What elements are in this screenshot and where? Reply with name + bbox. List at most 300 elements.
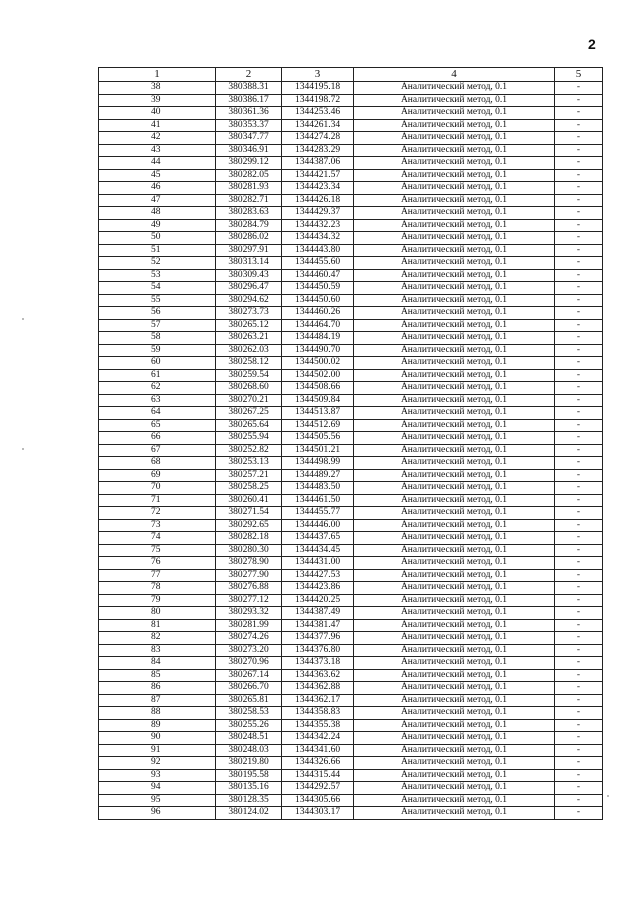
x-coordinate-cell: 380265.12 bbox=[216, 319, 282, 332]
header-col-2: 2 bbox=[216, 68, 282, 82]
y-coordinate-cell: 1344501.21 bbox=[282, 444, 354, 457]
x-coordinate-cell: 380281.99 bbox=[216, 619, 282, 632]
x-coordinate-cell: 380277.90 bbox=[216, 569, 282, 582]
table-row bbox=[99, 694, 603, 707]
note-cell: - bbox=[555, 132, 603, 145]
y-coordinate-cell: 1344261.34 bbox=[282, 119, 354, 132]
note-cell: - bbox=[555, 507, 603, 520]
method-cell: Аналитический метод, 0.1 bbox=[354, 394, 555, 407]
y-coordinate-cell: 1344342.24 bbox=[282, 732, 354, 745]
method-cell: Аналитический метод, 0.1 bbox=[354, 644, 555, 657]
table-row bbox=[99, 169, 603, 182]
y-coordinate-cell: 1344195.18 bbox=[282, 82, 354, 95]
point-number-cell: 80 bbox=[99, 607, 216, 620]
y-coordinate-cell: 1344420.25 bbox=[282, 594, 354, 607]
method-cell: Аналитический метод, 0.1 bbox=[354, 407, 555, 420]
table-row bbox=[99, 319, 603, 332]
y-coordinate-cell: 1344358.83 bbox=[282, 707, 354, 720]
y-coordinate-cell: 1344460.47 bbox=[282, 269, 354, 282]
table-row bbox=[99, 269, 603, 282]
scan-speck bbox=[22, 448, 24, 450]
method-cell: Аналитический метод, 0.1 bbox=[354, 794, 555, 807]
point-number-cell: 91 bbox=[99, 744, 216, 757]
note-cell: - bbox=[555, 394, 603, 407]
method-cell: Аналитический метод, 0.1 bbox=[354, 569, 555, 582]
note-cell: - bbox=[555, 107, 603, 120]
point-number-cell: 52 bbox=[99, 257, 216, 270]
y-coordinate-cell: 1344198.72 bbox=[282, 94, 354, 107]
point-number-cell: 95 bbox=[99, 794, 216, 807]
x-coordinate-cell: 380273.73 bbox=[216, 307, 282, 320]
table-row bbox=[99, 294, 603, 307]
x-coordinate-cell: 380282.18 bbox=[216, 532, 282, 545]
note-cell: - bbox=[555, 782, 603, 795]
table-row bbox=[99, 682, 603, 695]
note-cell: - bbox=[555, 494, 603, 507]
y-coordinate-cell: 1344513.87 bbox=[282, 407, 354, 420]
method-cell: Аналитический метод, 0.1 bbox=[354, 357, 555, 370]
y-coordinate-cell: 1344421.57 bbox=[282, 169, 354, 182]
method-cell: Аналитический метод, 0.1 bbox=[354, 732, 555, 745]
point-number-cell: 40 bbox=[99, 107, 216, 120]
point-number-cell: 93 bbox=[99, 769, 216, 782]
table-row bbox=[99, 669, 603, 682]
note-cell: - bbox=[555, 157, 603, 170]
table-row bbox=[99, 557, 603, 570]
method-cell: Аналитический метод, 0.1 bbox=[354, 519, 555, 532]
method-cell: Аналитический метод, 0.1 bbox=[354, 694, 555, 707]
x-coordinate-cell: 380267.14 bbox=[216, 669, 282, 682]
note-cell: - bbox=[555, 794, 603, 807]
note-cell: - bbox=[555, 219, 603, 232]
method-cell: Аналитический метод, 0.1 bbox=[354, 594, 555, 607]
point-number-cell: 85 bbox=[99, 669, 216, 682]
point-number-cell: 64 bbox=[99, 407, 216, 420]
method-cell: Аналитический метод, 0.1 bbox=[354, 582, 555, 595]
point-number-cell: 38 bbox=[99, 82, 216, 95]
note-cell: - bbox=[555, 144, 603, 157]
point-number-cell: 63 bbox=[99, 394, 216, 407]
point-number-cell: 81 bbox=[99, 619, 216, 632]
method-cell: Аналитический метод, 0.1 bbox=[354, 157, 555, 170]
note-cell: - bbox=[555, 519, 603, 532]
table-row bbox=[99, 582, 603, 595]
x-coordinate-cell: 380276.88 bbox=[216, 582, 282, 595]
method-cell: Аналитический метод, 0.1 bbox=[354, 419, 555, 432]
y-coordinate-cell: 1344376.80 bbox=[282, 644, 354, 657]
x-coordinate-cell: 380270.21 bbox=[216, 394, 282, 407]
note-cell: - bbox=[555, 282, 603, 295]
note-cell: - bbox=[555, 294, 603, 307]
y-coordinate-cell: 1344434.45 bbox=[282, 544, 354, 557]
point-number-cell: 78 bbox=[99, 582, 216, 595]
point-number-cell: 49 bbox=[99, 219, 216, 232]
x-coordinate-cell: 380347.77 bbox=[216, 132, 282, 145]
point-number-cell: 55 bbox=[99, 294, 216, 307]
x-coordinate-cell: 380281.93 bbox=[216, 182, 282, 195]
table-row bbox=[99, 794, 603, 807]
x-coordinate-cell: 380260.41 bbox=[216, 494, 282, 507]
table-row bbox=[99, 494, 603, 507]
point-number-cell: 87 bbox=[99, 694, 216, 707]
point-number-cell: 92 bbox=[99, 757, 216, 770]
y-coordinate-cell: 1344505.56 bbox=[282, 432, 354, 445]
x-coordinate-cell: 380266.70 bbox=[216, 682, 282, 695]
table-row bbox=[99, 657, 603, 670]
point-number-cell: 58 bbox=[99, 332, 216, 345]
y-coordinate-cell: 1344484.19 bbox=[282, 332, 354, 345]
x-coordinate-cell: 380273.20 bbox=[216, 644, 282, 657]
x-coordinate-cell: 380297.91 bbox=[216, 244, 282, 257]
note-cell: - bbox=[555, 94, 603, 107]
point-number-cell: 39 bbox=[99, 94, 216, 107]
x-coordinate-cell: 380277.12 bbox=[216, 594, 282, 607]
note-cell: - bbox=[555, 269, 603, 282]
method-cell: Аналитический метод, 0.1 bbox=[354, 707, 555, 720]
method-cell: Аналитический метод, 0.1 bbox=[354, 494, 555, 507]
note-cell: - bbox=[555, 807, 603, 820]
method-cell: Аналитический метод, 0.1 bbox=[354, 182, 555, 195]
point-number-cell: 73 bbox=[99, 519, 216, 532]
method-cell: Аналитический метод, 0.1 bbox=[354, 482, 555, 495]
note-cell: - bbox=[555, 569, 603, 582]
point-number-cell: 65 bbox=[99, 419, 216, 432]
note-cell: - bbox=[555, 682, 603, 695]
y-coordinate-cell: 1344292.57 bbox=[282, 782, 354, 795]
method-cell: Аналитический метод, 0.1 bbox=[354, 719, 555, 732]
y-coordinate-cell: 1344434.32 bbox=[282, 232, 354, 245]
x-coordinate-cell: 380353.37 bbox=[216, 119, 282, 132]
y-coordinate-cell: 1344341.60 bbox=[282, 744, 354, 757]
point-number-cell: 56 bbox=[99, 307, 216, 320]
table-row bbox=[99, 119, 603, 132]
table-row bbox=[99, 732, 603, 745]
note-cell: - bbox=[555, 319, 603, 332]
note-cell: - bbox=[555, 632, 603, 645]
x-coordinate-cell: 380219.80 bbox=[216, 757, 282, 770]
table-row bbox=[99, 132, 603, 145]
method-cell: Аналитический метод, 0.1 bbox=[354, 219, 555, 232]
table-row bbox=[99, 419, 603, 432]
x-coordinate-cell: 380258.12 bbox=[216, 357, 282, 370]
point-number-cell: 60 bbox=[99, 357, 216, 370]
y-coordinate-cell: 1344432.23 bbox=[282, 219, 354, 232]
note-cell: - bbox=[555, 344, 603, 357]
method-cell: Аналитический метод, 0.1 bbox=[354, 307, 555, 320]
y-coordinate-cell: 1344437.65 bbox=[282, 532, 354, 545]
y-coordinate-cell: 1344426.18 bbox=[282, 194, 354, 207]
y-coordinate-cell: 1344483.50 bbox=[282, 482, 354, 495]
header-col-5: 5 bbox=[555, 68, 603, 82]
table-row bbox=[99, 744, 603, 757]
table-row bbox=[99, 532, 603, 545]
point-number-cell: 53 bbox=[99, 269, 216, 282]
y-coordinate-cell: 1344446.00 bbox=[282, 519, 354, 532]
y-coordinate-cell: 1344443.80 bbox=[282, 244, 354, 257]
note-cell: - bbox=[555, 369, 603, 382]
point-number-cell: 43 bbox=[99, 144, 216, 157]
y-coordinate-cell: 1344429.37 bbox=[282, 207, 354, 220]
method-cell: Аналитический метод, 0.1 bbox=[354, 757, 555, 770]
point-number-cell: 59 bbox=[99, 344, 216, 357]
table-row bbox=[99, 544, 603, 557]
x-coordinate-cell: 380248.03 bbox=[216, 744, 282, 757]
method-cell: Аналитический метод, 0.1 bbox=[354, 782, 555, 795]
table-row bbox=[99, 282, 603, 295]
method-cell: Аналитический метод, 0.1 bbox=[354, 144, 555, 157]
note-cell: - bbox=[555, 594, 603, 607]
note-cell: - bbox=[555, 732, 603, 745]
method-cell: Аналитический метод, 0.1 bbox=[354, 557, 555, 570]
method-cell: Аналитический метод, 0.1 bbox=[354, 94, 555, 107]
y-coordinate-cell: 1344373.18 bbox=[282, 657, 354, 670]
point-number-cell: 94 bbox=[99, 782, 216, 795]
method-cell: Аналитический метод, 0.1 bbox=[354, 294, 555, 307]
x-coordinate-cell: 380286.02 bbox=[216, 232, 282, 245]
method-cell: Аналитический метод, 0.1 bbox=[354, 369, 555, 382]
point-number-cell: 47 bbox=[99, 194, 216, 207]
y-coordinate-cell: 1344490.70 bbox=[282, 344, 354, 357]
coordinates-table bbox=[98, 67, 603, 820]
note-cell: - bbox=[555, 719, 603, 732]
table-row bbox=[99, 769, 603, 782]
method-cell: Аналитический метод, 0.1 bbox=[354, 682, 555, 695]
table-row bbox=[99, 107, 603, 120]
note-cell: - bbox=[555, 244, 603, 257]
table-row bbox=[99, 157, 603, 170]
table-row bbox=[99, 332, 603, 345]
table-row bbox=[99, 182, 603, 195]
x-coordinate-cell: 380282.05 bbox=[216, 169, 282, 182]
point-number-cell: 54 bbox=[99, 282, 216, 295]
y-coordinate-cell: 1344303.17 bbox=[282, 807, 354, 820]
point-number-cell: 46 bbox=[99, 182, 216, 195]
method-cell: Аналитический метод, 0.1 bbox=[354, 457, 555, 470]
x-coordinate-cell: 380292.65 bbox=[216, 519, 282, 532]
y-coordinate-cell: 1344363.62 bbox=[282, 669, 354, 682]
point-number-cell: 72 bbox=[99, 507, 216, 520]
point-number-cell: 79 bbox=[99, 594, 216, 607]
x-coordinate-cell: 380248.51 bbox=[216, 732, 282, 745]
x-coordinate-cell: 380128.35 bbox=[216, 794, 282, 807]
note-cell: - bbox=[555, 607, 603, 620]
note-cell: - bbox=[555, 744, 603, 757]
method-cell: Аналитический метод, 0.1 bbox=[354, 769, 555, 782]
note-cell: - bbox=[555, 457, 603, 470]
point-number-cell: 42 bbox=[99, 132, 216, 145]
x-coordinate-cell: 380271.54 bbox=[216, 507, 282, 520]
table-row bbox=[99, 632, 603, 645]
point-number-cell: 89 bbox=[99, 719, 216, 732]
point-number-cell: 66 bbox=[99, 432, 216, 445]
y-coordinate-cell: 1344377.96 bbox=[282, 632, 354, 645]
table-header-row bbox=[99, 68, 603, 82]
x-coordinate-cell: 380299.12 bbox=[216, 157, 282, 170]
x-coordinate-cell: 380309.43 bbox=[216, 269, 282, 282]
x-coordinate-cell: 380278.90 bbox=[216, 557, 282, 570]
method-cell: Аналитический метод, 0.1 bbox=[354, 657, 555, 670]
x-coordinate-cell: 380346.91 bbox=[216, 144, 282, 157]
point-number-cell: 82 bbox=[99, 632, 216, 645]
point-number-cell: 50 bbox=[99, 232, 216, 245]
y-coordinate-cell: 1344512.69 bbox=[282, 419, 354, 432]
note-cell: - bbox=[555, 357, 603, 370]
method-cell: Аналитический метод, 0.1 bbox=[354, 607, 555, 620]
method-cell: Аналитический метод, 0.1 bbox=[354, 169, 555, 182]
table-row bbox=[99, 207, 603, 220]
table-body bbox=[99, 82, 603, 820]
table-row bbox=[99, 307, 603, 320]
x-coordinate-cell: 380388.31 bbox=[216, 82, 282, 95]
table-row bbox=[99, 194, 603, 207]
y-coordinate-cell: 1344455.77 bbox=[282, 507, 354, 520]
scan-speck bbox=[22, 318, 24, 320]
table-row bbox=[99, 82, 603, 95]
table-row bbox=[99, 257, 603, 270]
method-cell: Аналитический метод, 0.1 bbox=[354, 344, 555, 357]
header-col-3: 3 bbox=[282, 68, 354, 82]
point-number-cell: 48 bbox=[99, 207, 216, 220]
method-cell: Аналитический метод, 0.1 bbox=[354, 444, 555, 457]
y-coordinate-cell: 1344381.47 bbox=[282, 619, 354, 632]
table-row bbox=[99, 619, 603, 632]
point-number-cell: 74 bbox=[99, 532, 216, 545]
table-row bbox=[99, 707, 603, 720]
table-row bbox=[99, 244, 603, 257]
method-cell: Аналитический метод, 0.1 bbox=[354, 332, 555, 345]
method-cell: Аналитический метод, 0.1 bbox=[354, 544, 555, 557]
y-coordinate-cell: 1344423.86 bbox=[282, 582, 354, 595]
note-cell: - bbox=[555, 194, 603, 207]
x-coordinate-cell: 380255.94 bbox=[216, 432, 282, 445]
x-coordinate-cell: 380280.30 bbox=[216, 544, 282, 557]
x-coordinate-cell: 380258.53 bbox=[216, 707, 282, 720]
method-cell: Аналитический метод, 0.1 bbox=[354, 619, 555, 632]
point-number-cell: 76 bbox=[99, 557, 216, 570]
point-number-cell: 77 bbox=[99, 569, 216, 582]
note-cell: - bbox=[555, 232, 603, 245]
point-number-cell: 67 bbox=[99, 444, 216, 457]
point-number-cell: 96 bbox=[99, 807, 216, 820]
table-row bbox=[99, 507, 603, 520]
note-cell: - bbox=[555, 182, 603, 195]
x-coordinate-cell: 380296.47 bbox=[216, 282, 282, 295]
method-cell: Аналитический метод, 0.1 bbox=[354, 244, 555, 257]
table-row bbox=[99, 369, 603, 382]
note-cell: - bbox=[555, 432, 603, 445]
table-row bbox=[99, 382, 603, 395]
note-cell: - bbox=[555, 444, 603, 457]
note-cell: - bbox=[555, 757, 603, 770]
x-coordinate-cell: 380259.54 bbox=[216, 369, 282, 382]
x-coordinate-cell: 380386.17 bbox=[216, 94, 282, 107]
table-row bbox=[99, 719, 603, 732]
table-row bbox=[99, 219, 603, 232]
point-number-cell: 86 bbox=[99, 682, 216, 695]
method-cell: Аналитический метод, 0.1 bbox=[354, 132, 555, 145]
point-number-cell: 84 bbox=[99, 657, 216, 670]
method-cell: Аналитический метод, 0.1 bbox=[354, 257, 555, 270]
note-cell: - bbox=[555, 769, 603, 782]
point-number-cell: 90 bbox=[99, 732, 216, 745]
x-coordinate-cell: 380270.96 bbox=[216, 657, 282, 670]
note-cell: - bbox=[555, 82, 603, 95]
x-coordinate-cell: 380294.62 bbox=[216, 294, 282, 307]
method-cell: Аналитический метод, 0.1 bbox=[354, 807, 555, 820]
y-coordinate-cell: 1344450.60 bbox=[282, 294, 354, 307]
table-row bbox=[99, 432, 603, 445]
table-row bbox=[99, 394, 603, 407]
x-coordinate-cell: 380274.26 bbox=[216, 632, 282, 645]
table-row bbox=[99, 232, 603, 245]
y-coordinate-cell: 1344274.28 bbox=[282, 132, 354, 145]
x-coordinate-cell: 380253.13 bbox=[216, 457, 282, 470]
table-row bbox=[99, 757, 603, 770]
y-coordinate-cell: 1344461.50 bbox=[282, 494, 354, 507]
point-number-cell: 68 bbox=[99, 457, 216, 470]
note-cell: - bbox=[555, 657, 603, 670]
method-cell: Аналитический метод, 0.1 bbox=[354, 319, 555, 332]
table-row bbox=[99, 569, 603, 582]
x-coordinate-cell: 380135.16 bbox=[216, 782, 282, 795]
y-coordinate-cell: 1344387.06 bbox=[282, 157, 354, 170]
method-cell: Аналитический метод, 0.1 bbox=[354, 532, 555, 545]
y-coordinate-cell: 1344305.66 bbox=[282, 794, 354, 807]
note-cell: - bbox=[555, 119, 603, 132]
x-coordinate-cell: 380262.03 bbox=[216, 344, 282, 357]
scan-speck bbox=[607, 795, 609, 797]
table-row bbox=[99, 519, 603, 532]
x-coordinate-cell: 380257.21 bbox=[216, 469, 282, 482]
point-number-cell: 70 bbox=[99, 482, 216, 495]
note-cell: - bbox=[555, 482, 603, 495]
table-row bbox=[99, 607, 603, 620]
table-row bbox=[99, 644, 603, 657]
table-row bbox=[99, 469, 603, 482]
table-row bbox=[99, 407, 603, 420]
table-row bbox=[99, 782, 603, 795]
x-coordinate-cell: 380258.25 bbox=[216, 482, 282, 495]
x-coordinate-cell: 380255.26 bbox=[216, 719, 282, 732]
y-coordinate-cell: 1344362.88 bbox=[282, 682, 354, 695]
point-number-cell: 51 bbox=[99, 244, 216, 257]
note-cell: - bbox=[555, 644, 603, 657]
y-coordinate-cell: 1344498.99 bbox=[282, 457, 354, 470]
note-cell: - bbox=[555, 257, 603, 270]
method-cell: Аналитический метод, 0.1 bbox=[354, 119, 555, 132]
point-number-cell: 45 bbox=[99, 169, 216, 182]
x-coordinate-cell: 380361.36 bbox=[216, 107, 282, 120]
y-coordinate-cell: 1344315.44 bbox=[282, 769, 354, 782]
table-row bbox=[99, 807, 603, 820]
method-cell: Аналитический метод, 0.1 bbox=[354, 382, 555, 395]
note-cell: - bbox=[555, 619, 603, 632]
method-cell: Аналитический метод, 0.1 bbox=[354, 269, 555, 282]
y-coordinate-cell: 1344509.84 bbox=[282, 394, 354, 407]
table-row bbox=[99, 144, 603, 157]
point-number-cell: 41 bbox=[99, 119, 216, 132]
note-cell: - bbox=[555, 169, 603, 182]
x-coordinate-cell: 380265.64 bbox=[216, 419, 282, 432]
y-coordinate-cell: 1344500.02 bbox=[282, 357, 354, 370]
method-cell: Аналитический метод, 0.1 bbox=[354, 432, 555, 445]
note-cell: - bbox=[555, 694, 603, 707]
method-cell: Аналитический метод, 0.1 bbox=[354, 82, 555, 95]
table-row bbox=[99, 357, 603, 370]
y-coordinate-cell: 1344450.59 bbox=[282, 282, 354, 295]
y-coordinate-cell: 1344489.27 bbox=[282, 469, 354, 482]
table-row bbox=[99, 482, 603, 495]
